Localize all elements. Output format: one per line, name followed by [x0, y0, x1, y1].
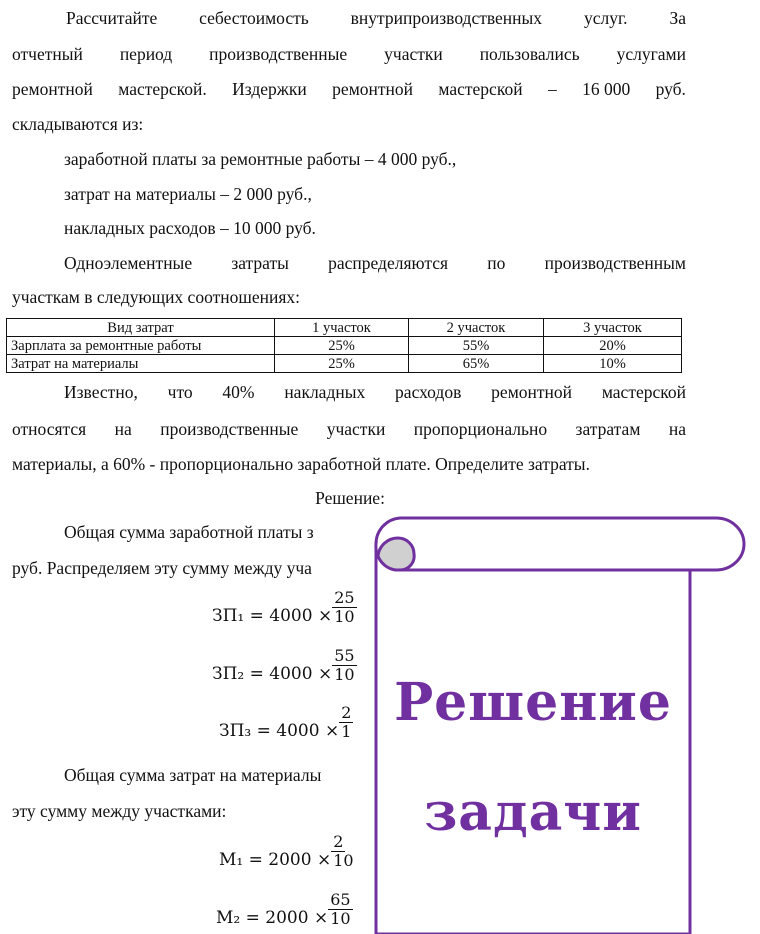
fraction: [339, 704, 353, 741]
solution-line3: Общая сумма затрат на материалы: [64, 765, 322, 785]
word: участки: [384, 44, 443, 64]
fraction: [332, 589, 356, 626]
table-header: Вид затрат: [7, 319, 275, 337]
formula-lhs: М₁ = 2000 ×: [219, 850, 332, 870]
word: ремонтной: [332, 79, 414, 99]
numerator: 2: [333, 832, 344, 851]
word: период: [119, 44, 173, 64]
table-cell: 25%: [275, 337, 409, 355]
denominator: 10: [330, 909, 351, 928]
word: За: [669, 8, 686, 28]
paragraph1-line3: [12, 79, 686, 100]
paragraph3-line1: [64, 382, 686, 403]
banner-title-line2: задачи: [424, 782, 642, 843]
paragraph3-line2: [12, 419, 686, 440]
denominator: 10: [334, 607, 355, 626]
word: пропорционально: [413, 419, 548, 439]
word: ремонтной: [491, 382, 573, 402]
word: пользовались: [479, 44, 580, 64]
paragraph2-line2: участкам в следующих соотношениях:: [12, 287, 300, 307]
word: мастерской.: [118, 79, 207, 99]
formula-lhs: М₂ = 2000 ×: [216, 908, 329, 928]
word: распределяются: [328, 253, 449, 273]
formula-lhs: ЗП₁ = 4000 ×: [212, 606, 333, 626]
word: на: [114, 419, 132, 439]
word: участки: [326, 419, 386, 439]
formula-m2: [216, 890, 351, 928]
table-cell: Зарплата за ремонтные работы: [7, 337, 275, 355]
table-cell: 65%: [409, 355, 544, 373]
cost-item-overhead: накладных расходов – 10 000 руб.: [64, 218, 316, 238]
table-row: [7, 355, 682, 373]
paragraph1-line2: [12, 44, 686, 65]
numerator: 25: [334, 588, 355, 607]
scroll-roll: [376, 518, 744, 570]
denominator: 10: [333, 851, 354, 870]
word: –: [547, 79, 557, 99]
table-cell: 55%: [409, 337, 544, 355]
paragraph1-line1: [66, 8, 686, 29]
fraction: [328, 891, 352, 928]
banner-title-line1: Решение: [394, 672, 672, 733]
table-header: 1 участок: [275, 319, 409, 337]
table-cell: 20%: [544, 337, 682, 355]
paragraph1-line4: складываются из:: [12, 114, 144, 134]
paragraph3-line3: материалы, а 60% - пропорционально заработной плате. Определите затраты.: [12, 454, 590, 474]
table-cell: 10%: [544, 355, 682, 373]
formula-lhs: ЗП₂ = 4000 ×: [212, 664, 333, 684]
word: себестоимость: [199, 8, 309, 28]
word: относятся: [12, 419, 87, 439]
word: руб.: [655, 79, 686, 99]
numerator: 65: [330, 890, 351, 909]
table-header-row: [7, 319, 682, 337]
fraction: [331, 833, 355, 870]
word: по: [487, 253, 506, 273]
word: мастерской: [601, 382, 686, 402]
word: 16 000: [582, 79, 631, 99]
denominator: 10: [334, 665, 355, 684]
numerator: 55: [334, 646, 355, 665]
word: производственные: [209, 44, 348, 64]
solution-line1: Общая сумма заработной платы з: [64, 522, 314, 542]
word: 40%: [222, 382, 255, 402]
word: накладных: [284, 382, 366, 402]
table-cell: 25%: [275, 355, 409, 373]
word: производственные: [160, 419, 299, 439]
word: производственным: [544, 253, 686, 273]
word: затраты: [231, 253, 289, 273]
cost-item-materials: затрат на материалы – 2 000 руб.,: [64, 184, 312, 204]
formula-m1: [219, 832, 354, 870]
scroll-curl: [378, 538, 414, 570]
word: Рассчитайте: [66, 8, 158, 28]
numerator: 2: [341, 703, 352, 722]
denominator: 1: [341, 722, 352, 741]
word: услуг.: [583, 8, 628, 28]
word: на: [668, 419, 686, 439]
table-cell: Затрат на материалы: [7, 355, 275, 373]
word: отчетный: [12, 44, 83, 64]
fraction: [332, 647, 356, 684]
word: услугами: [616, 44, 686, 64]
word: мастерской: [438, 79, 523, 99]
word: что: [167, 382, 193, 402]
formula-zp3: [219, 703, 352, 741]
distribution-table: [6, 318, 682, 373]
word: ремонтной: [12, 79, 93, 99]
word: Известно,: [64, 382, 138, 402]
word: Одноэлементные: [64, 253, 193, 273]
word: Издержки: [232, 79, 307, 99]
solution-heading: Решение:: [315, 488, 385, 508]
word: внутрипроизводственных: [350, 8, 543, 28]
table-header: 3 участок: [544, 319, 682, 337]
scroll-body: [376, 550, 690, 934]
formula-zp1: [212, 588, 355, 626]
solution-line2: руб. Распределяем эту сумму между уча: [12, 558, 312, 578]
word: расходов: [395, 382, 462, 402]
table-row: [7, 337, 682, 355]
formula-zp2: [212, 646, 355, 684]
word: затратам: [575, 419, 641, 439]
table-header: 2 участок: [409, 319, 544, 337]
paragraph2-line1: [64, 253, 686, 274]
solution-line4: эту сумму между участками:: [12, 801, 227, 821]
cost-item-salary: заработной платы за ремонтные работы – 4 000 руб.,: [64, 149, 457, 169]
formula-lhs: ЗП₃ = 4000 ×: [219, 721, 340, 741]
